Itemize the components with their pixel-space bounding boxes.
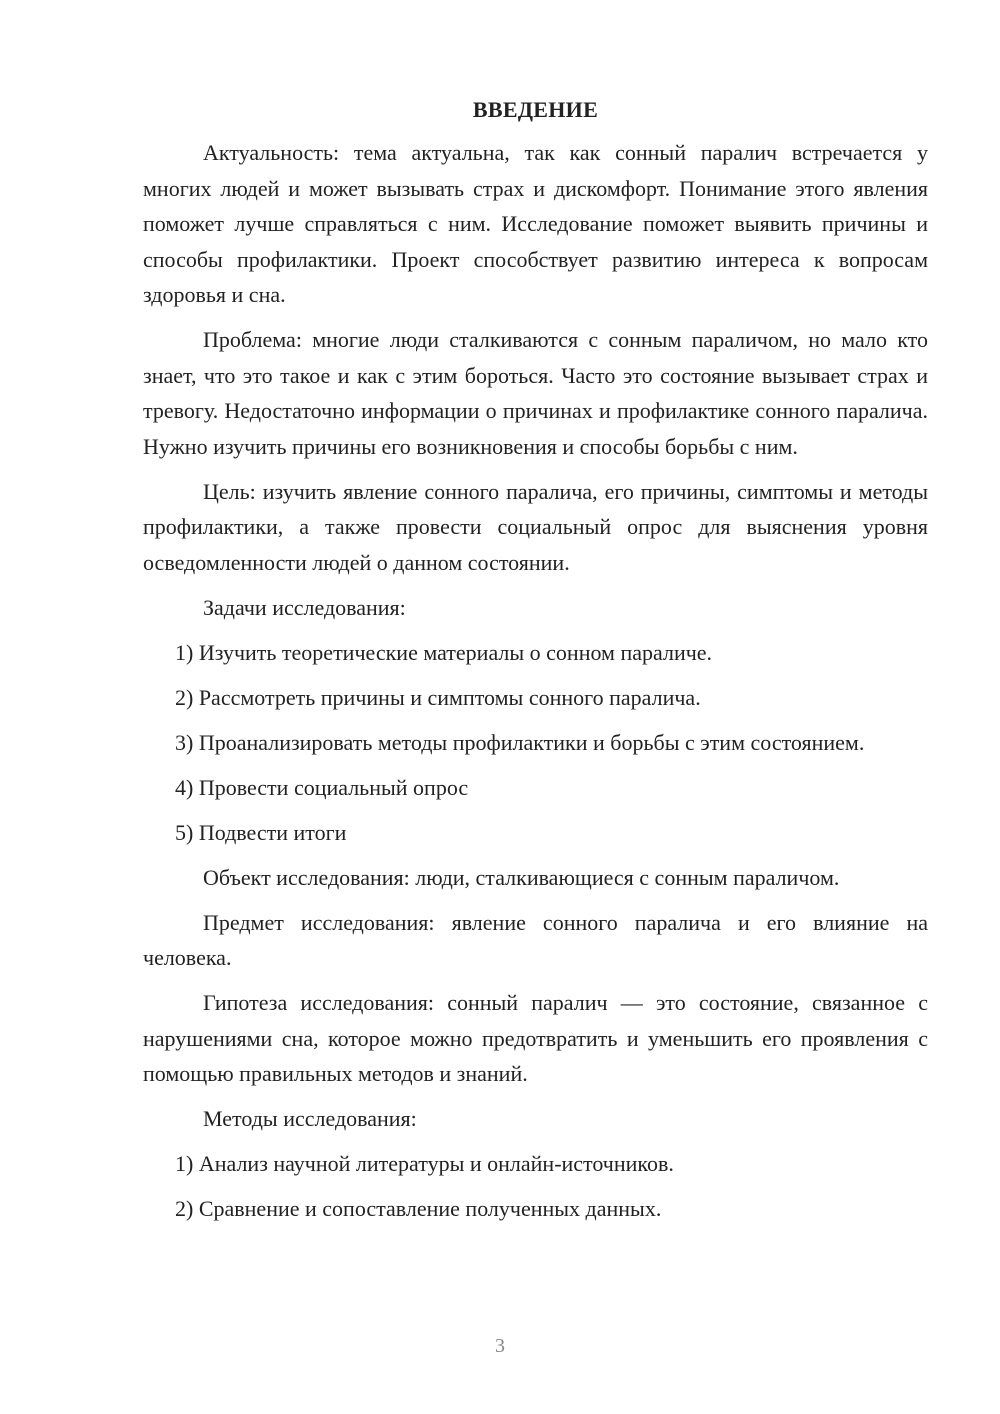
object-paragraph: Объект исследования: люди, сталкивающиеся с сонным параличом. (203, 864, 840, 890)
methods-heading: Методы исследования: (203, 1106, 417, 1131)
task-item-2: 2) Рассмотреть причины и симптомы сонного паралича. (175, 684, 701, 710)
hypothesis-paragraph: Гипотеза исследования: сонный паралич — это состояние, связанное с нарушениями сна, которое можно предотвратить и уменьшить его проявления с помощью правильных методов и знаний. (143, 990, 928, 1086)
task-item-1: 1) Изучить теоретические материалы о сонном параличе. (175, 639, 713, 665)
task-item-5: 5) Подвести итоги (175, 819, 347, 845)
page-content (143, 95, 928, 1236)
page-number: 3 (495, 1335, 505, 1357)
subject-paragraph: Предмет исследования: явление сонного паралича и его влияние на человека. (143, 909, 928, 970)
relevance-paragraph: Актуальность: тема актуальна, так как сонный паралич встречается у многих людей и может вызывать страх и дискомфорт. Понимание этого явления поможет лучше справляться с ним. Исследование поможет выявить причины и способы профилактики. Проект способствует развитию интереса к вопросам здоровья и сна. (143, 140, 928, 307)
tasks-heading: Задачи исследования: (203, 594, 406, 620)
method-item-1: 1) Анализ научной литературы и онлайн-источников. (175, 1151, 674, 1176)
task-item-4: 4) Провести социальный опрос (175, 774, 469, 800)
section-title: ВВЕДЕНИЕ (472, 97, 599, 122)
problem-paragraph: Проблема: многие люди сталкиваются с сонным параличом, но мало кто знает, что это такое и как с этим бороться. Часто это состояние вызывает страх и тревогу. Недостаточно информации о причинах и профилактике сонного паралича. Нужно изучить причины его возникновения и способы борьбы с ним. (143, 327, 928, 459)
goal-paragraph: Цель: изучить явление сонного паралича, его причины, симптомы и методы профилактики, а также провести социальный опрос для выяснения уровня осведомленности людей о данном состоянии. (143, 478, 928, 575)
task-item-3: 3) Проанализировать методы профилактики и борьбы с этим состоянием. (175, 729, 865, 755)
method-item-2: 2) Сравнение и сопоставление полученных данных. (175, 1196, 662, 1221)
